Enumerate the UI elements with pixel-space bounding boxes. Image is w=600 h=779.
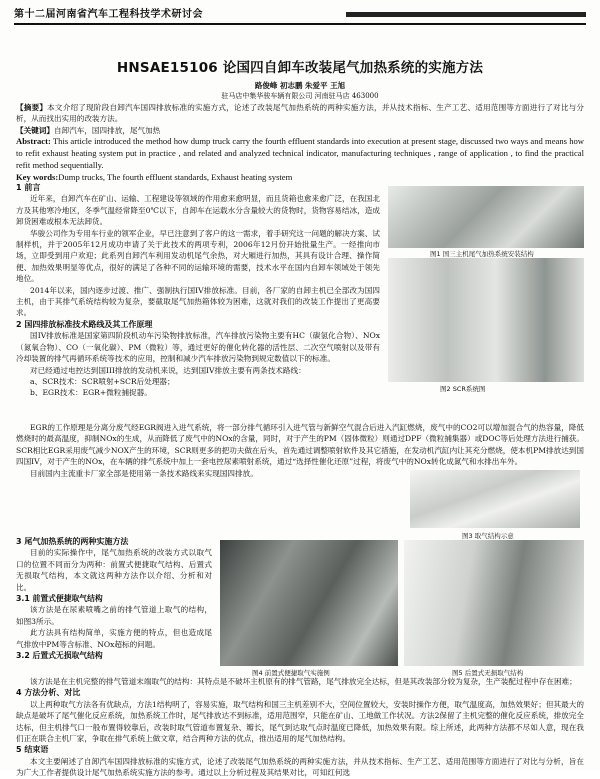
figure-3-image <box>410 470 580 528</box>
section-heading-2: 2 国四排放标准技术路线及其工作原理 <box>16 319 153 329</box>
affiliation: 驻马店中集华骏车辆有限公司 河南驻马店 463000 <box>221 92 379 100</box>
paragraph-3: 2014年以来，国内逐步过渡、推广、强制执行国IV排放标准。目前，各厂家的自卸主机已全部改为国四主机，由于其排气系统结构较为复杂，要截取尾气加热箱体较为困难，这就对我们的改装工作提出了更高要求。 <box>16 285 380 318</box>
figure-3-diagram <box>410 470 580 528</box>
author-list: 路俊峰 初志鹏 朱爱平 王旭 <box>254 81 346 90</box>
abstract-en-text: This article introduced the method how dump truck carry the fourth effluent standards into execution at present stage, discussed two ways and means how to refit exhaust heating system put in practice , and related and analyzed technical indicator, manufacturing techniques , range of application , to find the practical refit method sequentially. <box>16 136 584 170</box>
abstract-block <box>16 102 584 183</box>
keywords-en-text: Dump trucks, The fourth effluent standards, Exhaust heating system <box>58 171 293 182</box>
section-heading-5: 5 结束语 <box>16 745 49 755</box>
figure-5-image <box>404 540 584 666</box>
left-column-upper <box>16 182 380 399</box>
figure-4-image <box>220 540 398 666</box>
keywords-cn-label: 【关键词】 <box>16 125 54 135</box>
paragraph-6: EGR的工作原理是分离分废气经EGR阀进入进气系统，将一部分排气循环引入进气管与新鲜空气混合后进入汽缸燃烧，废气中的CO2可以增加混合气的热容量，降低燃烧时的最高温度，抑制NOx的生成，从而降低了废气中的NOx的含量，同时，对于产生的PM（固体微粒）则通过DPF（微粒捕集器）或DOC等后处理方法进行捕获。SCR相比EGR采用废气减少NOX产生的环境，SCR则更多的把功夫做在后头，首先通过调整喷射软件及其它措施，在发动机汽缸内让其充分燃烧，使本机PM排放达到国四国IV，对于产生的NOx，在车辆的排气系统中加上一套电控尿素喷射系统，通过“选择性催化还原”过程，将废气中的NOx转化成氮气和水排出车外。 <box>16 423 584 467</box>
paragraph-4: 国IV排放标准是国家第四阶段机动车污染物排放标准，汽车排放污染物主要有HC（碳氢化合物）、NOx（氮氧合物）、CO（一氧化碳）、PM（微粒）等，通过更好的催化转化器的活性层、二次空气喷射以及带有冷却装置的排气再循环系统等技术的应用，控制和减少汽车排放污染物到规定数值以下的标准。 <box>16 331 380 364</box>
paragraph-13: 本文主要阐述了自卸汽车国四排放标准的实施方式，论述了改装尾气加热系统的两种实施方法，并从技术指标、生产工艺、适用范围等方面进行了对比与分析，旨在为广大工作者提供设计尾气加热系统实施方法的参考。通过以上分析过程及其结果对比，可知红何选 <box>16 756 584 778</box>
paragraph-8: 目前的实际操作中，尾气加热系统的改装方式以取气口的位置不同而分为两种：前置式便捷取气结构、后置式无损取气结构，本文就这两种方法作以介绍、分析和对比。 <box>16 548 212 592</box>
paper-title: HNSAE15106 论国四自卸车改装尾气加热系统的实施方法 <box>116 60 484 76</box>
paragraph-11: 该方法是在主机完整的排气管道末端取气的结构：其特点是不破坏主机原有的排气管路，尾气排放完全达标，但是其改装部分较为复杂，生产装配过程中存在困难； <box>30 677 577 686</box>
paragraph-12: 以上两种取气方法各有优缺点，方法1结构明了，容易实施，取气结构和国三主机差别不大，空间位置较大，安装时操作方便，取气温度高，加热效果好；但其最大的缺点是破坏了尾气催化反应系统，加热系统工作时，尾气排放达不到标准，适用范围窄，只能在矿山、工地做工作状况。方法2保留了主机完整的催化反应系统，排放完全达标，但主机排气口一般布置得较靠后，改装时取气管道布置复杂、瓣长，尾气到达取气点时温度已降低，加热效果有限。综上所述，此两种方法都不尽如人意，现在我们正在联合主机厂家，争取在排气系统上做文章，结合两种方法的优点，推出适用的尾气加热结构。 <box>16 699 584 744</box>
paragraph-5: 对已经通过电控达到国III排放的发动机来说，达到国IV排放主要有两条技术路线： <box>30 365 306 375</box>
keywords-en-label: Key words: <box>16 171 59 182</box>
figure-1-image <box>388 186 584 248</box>
figure-4-caption: 图4 前置式便捷取气实施例 <box>252 669 330 677</box>
figure-2-diagram <box>388 258 584 382</box>
header-rule <box>346 12 586 17</box>
figure-1-caption: 图1 国三主机尾气加热系统安装结构 <box>430 250 534 258</box>
abstract-en-label: Abstract: <box>16 136 51 147</box>
figure-3-caption: 图3 取气结构示意 <box>462 532 514 540</box>
paragraph-5b: b、EGR技术：EGR+微粒捕捉器。 <box>30 388 152 398</box>
section-heading-4: 4 方法分析、对比 <box>16 688 81 698</box>
keywords-cn <box>16 125 584 136</box>
paragraph-2: 华骏公司作为专用车行业的领军企业，早已注意到了客户的这一需求，着手研究这一问题的解决方案、试制样机，并于2005年12月成功申请了关于此技术的两项专利，2006年12月份开始批量生产。一经推向市场，立即受到用户欢迎；此系列自卸汽车利用发动机尾气余热，对大厢进行加热，其具有设计合理、操作简便、加热效果明显等优点，很好的满足了各种不同的运输环境的需要，技术水平在国内自卸车领域处于领先地位。 <box>16 228 380 284</box>
figure-2-image <box>388 258 584 382</box>
abstract-cn <box>16 102 584 125</box>
abstract-cn-text: 本文介绍了现阶段自卸汽车国四排放标准的实施方式，论述了改装尾气加热系统的两种实施方法，并从技术指标、生产工艺、适用范围等方面进行了对比与分析，从而找出实用的改装方法。 <box>16 103 584 124</box>
abstract-en <box>16 136 584 171</box>
header-text: 第十二届河南省汽车工程科技学术研讨会 <box>14 9 203 20</box>
paragraph-7: 目前国内主流重卡厂家全部是使用第一条技术路线来实现国四排放。 <box>30 468 258 478</box>
paragraph-10: 此方法具有结构简单，实施方便的特点，但也造成尾气排放中PM等含标准、NOx超标的问题。 <box>16 628 212 649</box>
keywords-cn-text: 自卸汽车，国四排放，尾气加热 <box>53 125 161 135</box>
paragraph-9: 该方法是在尿素喷嘴之前的排气管道上取气的结构，如图3所示。 <box>16 605 212 626</box>
figure-5-caption: 图5 后置式无损取气结构 <box>452 669 524 677</box>
left-column-section-3 <box>16 536 212 661</box>
subsection-heading-3-2: 3.2 后置式无损取气结构 <box>16 651 103 661</box>
paragraph-1: 近年来，自卸汽车在矿山、运输、工程建设等领域的作用愈来愈明显，而且货箱也愈来愈广泛，在我国北方及其他寒冷地区，冬季气温经常降至0℃以下，自卸车在运载水分含量较大的货物时，货物容易结冰，造成卸货困难或根本无法卸货。 <box>16 194 380 227</box>
figure-2-caption: 图2 SCR系统图 <box>440 385 486 393</box>
abstract-cn-label: 【摘要】 <box>16 103 48 112</box>
figure-4-photo <box>220 540 398 666</box>
running-header <box>14 8 586 25</box>
figure-1-photo <box>388 186 584 248</box>
paragraph-5a: a、SCR技术：SCR喷射+SCR后处理器； <box>30 376 175 386</box>
section-heading-1: 1 前言 <box>16 183 41 192</box>
subsection-heading-3-1: 3.1 前置式便捷取气结构 <box>16 594 103 604</box>
figure-5-photo <box>404 540 584 666</box>
section-heading-3: 3 尾气加热系统的两种实施方法 <box>16 537 129 546</box>
bottom-block <box>16 676 584 779</box>
